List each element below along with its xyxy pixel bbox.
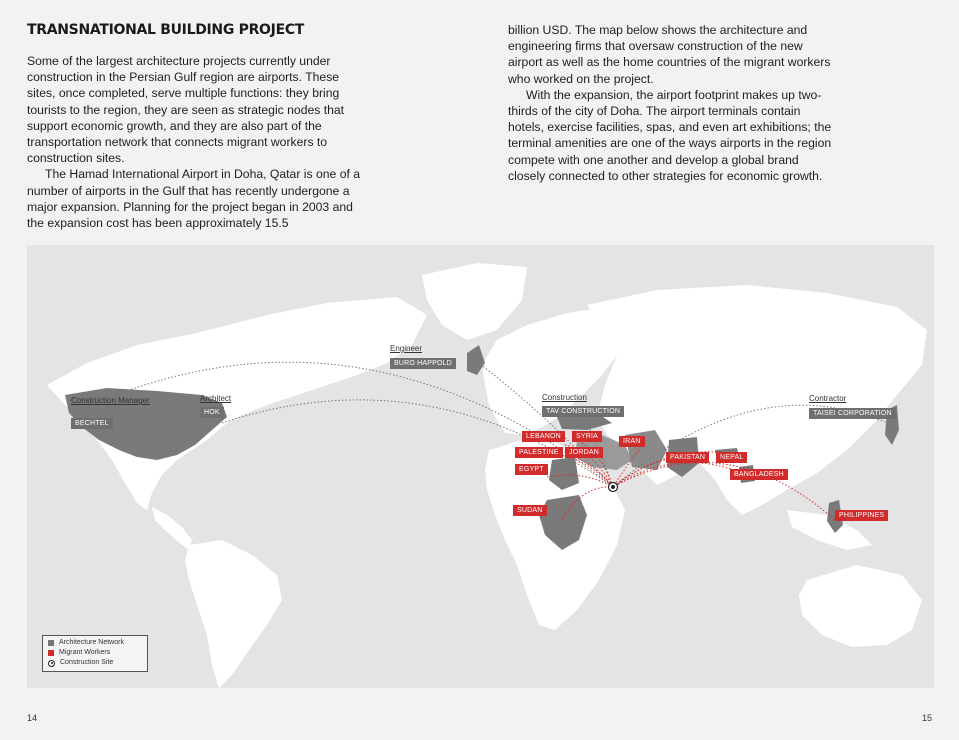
firm-taisei: TAISEI CORPORATION (809, 408, 896, 419)
legend-item-architecture (48, 638, 142, 648)
page-number-right: 15 (921, 713, 932, 723)
text-column-right (508, 22, 838, 184)
country-syria: SYRIA (572, 431, 602, 442)
country-palestine: PALESTINE (515, 447, 563, 458)
asia-shape (587, 285, 927, 515)
construction-site-icon (48, 660, 55, 667)
role-construction: Construction (542, 393, 587, 402)
map-legend (42, 635, 148, 672)
country-egypt: EGYPT (515, 464, 548, 475)
paragraph: The Hamad International Airport in Doha, Qatar is one of a number of airports in the Gulf that has recently undergone a major expansion. Planning for the project began in 2003 and the expansion cost has been approximately 15.5 (27, 167, 361, 231)
legend-label: Architecture Network (59, 639, 124, 646)
role-contractor: Contractor (809, 394, 847, 403)
world-map (27, 245, 934, 688)
text-column-left (27, 53, 362, 231)
paragraph: billion USD. The map below shows the architecture and engineering firms that oversaw construction of the new airport as well as the home countries of the migrant workers who worked on the project. (508, 23, 831, 86)
role-architect: Architect (200, 394, 232, 403)
page-number-left: 14 (27, 713, 38, 723)
country-nepal: NEPAL (716, 452, 747, 463)
country-jordan: JORDAN (565, 447, 603, 458)
central-america-shape (152, 507, 192, 550)
legend-swatch-gray (48, 640, 54, 646)
firm-bechtel: BECHTEL (71, 418, 113, 429)
continents (47, 263, 927, 688)
australia-shape (799, 565, 922, 647)
legend-item-migrant (48, 648, 142, 658)
legend-label: Construction Site (60, 659, 114, 666)
legend-item-site (48, 658, 142, 668)
uk-region (467, 345, 485, 375)
firm-hok: HOK (200, 407, 224, 418)
legend-swatch-red (48, 650, 54, 656)
country-sudan: SUDAN (513, 505, 547, 516)
role-construction-manager: Construction Manager (71, 396, 150, 405)
country-bangladesh: BANGLADESH (730, 469, 788, 480)
map-graphic (27, 245, 934, 688)
country-iran: IRAN (619, 436, 645, 447)
page-title: TRANSNATIONAL BUILDING PROJECT (27, 22, 305, 38)
country-lebanon: LEBANON (522, 431, 565, 442)
firm-tav: TAV CONSTRUCTION (542, 406, 624, 417)
construction-site-marker (609, 483, 618, 492)
paragraph: With the expansion, the airport footprint makes up two-thirds of the city of Doha. The airport terminals contain hotels, exercise facilities, spas, and even art exhibitions; the terminal amenities are one of the ways airports in the region compete with one another and develop a global brand closely connected to other strategies for economic growth. (508, 87, 832, 183)
south-america-shape (185, 540, 282, 688)
role-engineer: Engineer (390, 344, 423, 353)
country-pakistan: PAKISTAN (666, 452, 709, 463)
firm-buro-happold: BURO HAPPOLD (390, 358, 456, 369)
country-philippines: PHILIPPINES (835, 510, 888, 521)
paragraph: Some of the largest architecture projects currently under construction in the Persian Gulf region are airports. These sites, once completed, serve multiple functions: they bring tourists to the region, they are seen as strategic nodes that support economic growth, and they are also part of the transportation network that connects migrant workers to construction sites. (27, 54, 345, 166)
greenland-shape (422, 263, 527, 340)
legend-label: Migrant Workers (59, 649, 111, 656)
